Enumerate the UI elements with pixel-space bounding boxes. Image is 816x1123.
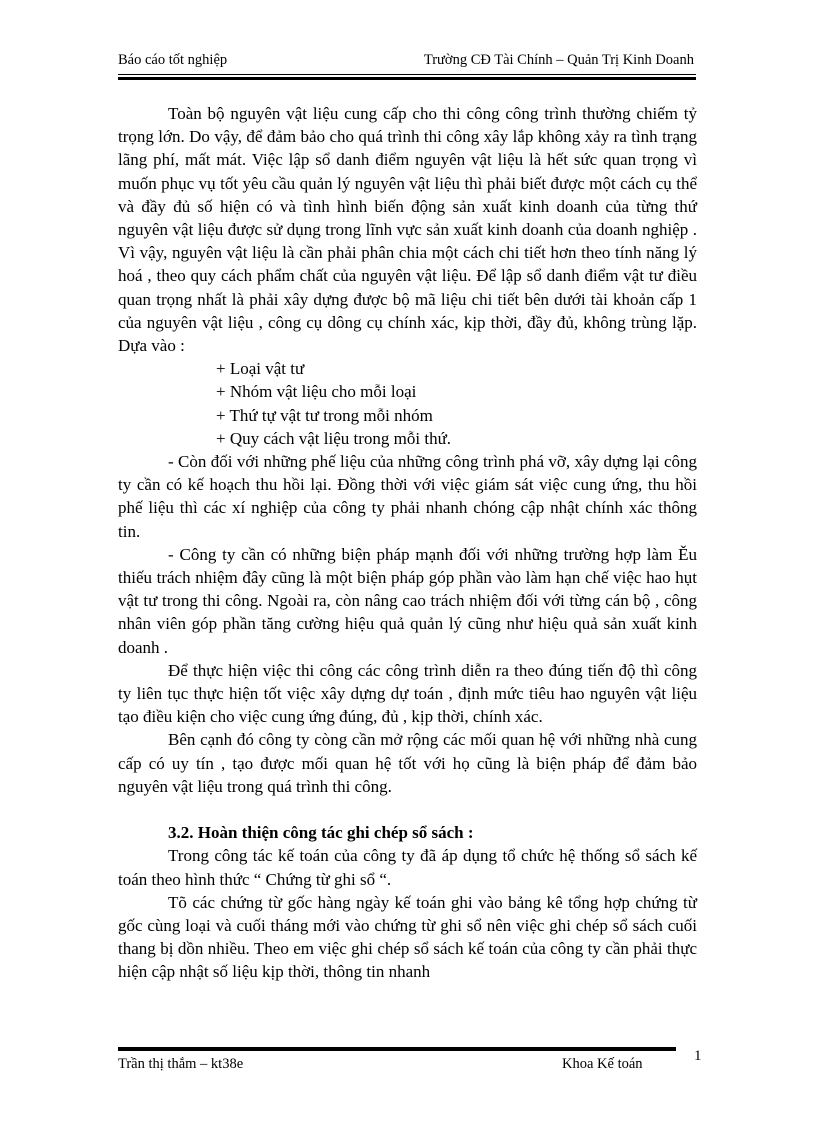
list-item: + Loại vật tư (216, 359, 305, 379)
list-item: + Thứ tự vật tư trong mỗi nhóm (216, 405, 433, 425)
paragraph: Trong công tác kế toán của công ty đã áp dụng tổ chức hệ thống sổ sách kế toán theo hình thức “ Chứng từ ghi sổ “. (118, 846, 697, 889)
document-body (118, 102, 697, 984)
header-school-name: Trường CĐ Tài Chính – Quản Trị Kinh Doanh (423, 52, 694, 68)
paragraph: Bên cạnh đó công ty còng cần mở rộng các mối quan hệ với những nhà cung cấp có uy tín , tạo được mối quan hệ tốt với họ cũng là biện pháp để đảm bảo nguyên vật liệu trong quá trình thi công. (118, 730, 697, 796)
header-divider (118, 74, 696, 75)
header-report-title: Báo cáo tốt nghiệp (118, 52, 228, 68)
page-number: 1 (694, 1048, 702, 1064)
paragraph: - Còn đối với những phế liệu của những công trình phá vỡ, xây dựng lại công ty cần có kế hoạch thu hồi lại. Đồng thời với việc giám sát việc cung ứng, thu hồi phế liệu thì các xí nghiệp của công ty phải nhanh chóng cập nhật chính xác thông tin. (118, 452, 697, 541)
footer-author: Trần thị thắm – kt38e (118, 1056, 244, 1072)
criteria-list (118, 357, 697, 450)
header-divider-thick (118, 77, 696, 80)
footer-divider (118, 1050, 676, 1051)
list-item: + Nhóm vật liệu cho mỗi loại (216, 382, 417, 402)
paragraph: Để thực hiện việc thi công các công trình diễn ra theo đúng tiến độ thì công ty liên tục thực hiện tốt việc xây dựng dự toán , định mức tiêu hao nguyên vật liệu tạo điều kiện cho việc cung ứng đúng, đủ , kịp thời, chính xác. (118, 660, 697, 727)
page-header (118, 52, 698, 74)
footer-department: Khoa Kế toán (562, 1056, 643, 1072)
paragraph: - Công ty cần có những biện pháp mạnh đối với những trường hợp làm Ěu thiếu trách nhiệm đây cũng là một biện pháp góp phần vào làm hạn chế việc hao hụt vật tư trong thi công. Ngoài ra, còn nâng cao trách nhiệm đối với từng cán bộ , công nhân viên góp phần tăng cường hiệu quả quản lý cũng như hiệu quả sản xuất kinh doanh . (118, 544, 697, 657)
paragraph: Tõ các chứng từ gốc hàng ngày kế toán ghi vào bảng kê tổng hợp chứng từ gốc cùng loại và cuối tháng mới vào chứng từ ghi sổ nên việc ghi chép sổ sách cuối thang bị dồn nhiều. Theo em việc ghi chép sổ sách kế toán của công ty cần phải thực hiện cập nhật số liệu kịp thời, thông tin nhanh (118, 892, 697, 982)
paragraph: Toàn bộ nguyên vật liệu cung cấp cho thi công công trình thường chiếm tỷ trọng lớn. Do vậy, để đảm bảo cho quá trình thi công xây lắp không xảy ra tình trạng lãng phí, mất mát. Việc lập sổ danh điểm nguyên vật liệu là hết sức quan trọng vì muốn phục vụ tốt yêu cầu quản lý nguyên vật liệu thì phải biết được một cách cụ thể và đầy đủ số hiện có và tình hình biến động sản xuất kinh doanh của từng thứ nguyên vật liệu được sử dụng trong lĩnh vực sản xuất kinh doanh của doanh nghiệp . Vì vậy, nguyên vật liệu là cần phải phân chia một cách chi tiết hơn theo tính năng lý hoá , theo quy cách phẩm chất của nguyên vật liệu. Để lập sổ danh điểm vật tư điều quan trọng nhất là phải xây dựng được bộ mã liệu chi tiết bên dưới tài khoản cấp 1 của nguyên vật liệu , công cụ dông cụ chính xác, kịp thời, đầy đủ, không trùng lặp. Dựa vào : (118, 104, 697, 356)
list-item: + Quy cách vật liệu trong mỗi thứ. (216, 428, 452, 448)
section-heading: 3.2. Hoàn thiện công tác ghi chép sổ sách : (168, 823, 474, 843)
